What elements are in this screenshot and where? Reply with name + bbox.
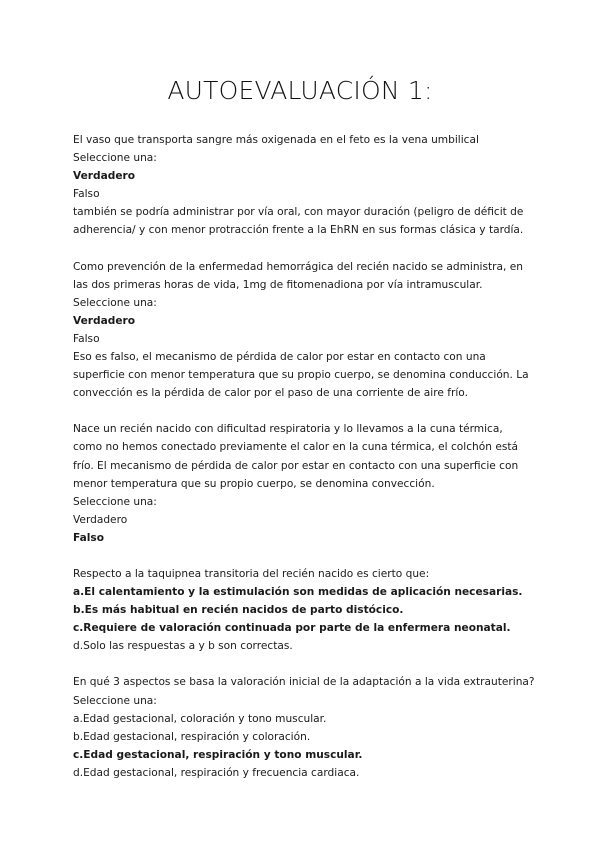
question-3-option-false: Falso bbox=[73, 531, 104, 544]
question-5-option-a: a.Edad gestacional, coloración y tono muscular. bbox=[73, 712, 327, 725]
question-3 bbox=[73, 420, 533, 547]
question-1-explanation: también se podría administrar por vía oral, con mayor duración (peligro de déficit de adherencia/ y con menor protracción frente a la EhRN en sus formas clásica y tardía. bbox=[73, 206, 524, 237]
document-body bbox=[73, 131, 533, 800]
question-5 bbox=[73, 673, 533, 782]
page-title: AUTOEVALUACIÓN 1: bbox=[167, 76, 433, 105]
question-2-text: Como prevención de la enfermedad hemorrágica del recién nacido se administra, en las dos primeras horas de vida, 1mg de fitomenadiona por vía intramuscular. bbox=[73, 260, 523, 291]
question-5-option-d: d.Edad gestacional, respiración y frecuencia cardiaca. bbox=[73, 766, 360, 779]
question-1-text: El vaso que transporta sangre más oxigenada en el feto es la vena umbilical bbox=[73, 134, 479, 146]
question-4-text: Respecto a la taquipnea transitoria del recién nacido es cierto que: bbox=[73, 567, 430, 580]
question-3-option-true: Verdadero bbox=[73, 513, 128, 526]
question-1 bbox=[73, 131, 533, 240]
question-4-option-b: b.Es más habitual en recién nacidos de parto distócico. bbox=[73, 604, 404, 617]
question-5-option-c: c.Edad gestacional, respiración y tono muscular. bbox=[73, 748, 363, 761]
question-1-option-true: Verdadero bbox=[73, 170, 136, 183]
question-4-option-d: d.Solo las respuestas a y b son correctas. bbox=[73, 640, 293, 653]
question-5-prompt: Seleccione una: bbox=[73, 694, 157, 707]
question-4 bbox=[73, 565, 533, 655]
question-2-explanation: Eso es falso, el mecanismo de pérdida de calor por estar en contacto con una superficie con menor temperatura que su propio cuerpo, se denomina conducción. La convección es la pérdida de calor por el paso de una corriente de aire frío. bbox=[73, 351, 529, 400]
question-2-option-false: Falso bbox=[73, 332, 100, 345]
question-4-option-c: c.Requiere de valoración continuada por parte de la enfermera neonatal. bbox=[73, 622, 511, 635]
question-3-text: Nace un recién nacido con dificultad respiratoria y lo llevamos a la cuna térmica, como no hemos conectado previamente el calor en la cuna térmica, el colchón está frío. El mecanismo de pérdida de calor por estar en contacto con una superficie con menor temperatura que su propio cuerpo, se denomina convección. bbox=[73, 423, 519, 490]
question-1-prompt: Seleccione una: bbox=[73, 152, 157, 165]
question-5-text: En qué 3 aspectos se basa la valoración inicial de la adaptación a la vida extrauterina? bbox=[73, 676, 535, 689]
question-1-option-false: Falso bbox=[73, 188, 100, 201]
question-5-option-b: b.Edad gestacional, respiración y coloración. bbox=[73, 730, 311, 743]
question-2-prompt: Seleccione una: bbox=[73, 296, 157, 309]
question-3-prompt: Seleccione una: bbox=[73, 495, 157, 508]
question-4-option-a: a.El calentamiento y la estimulación son medidas de aplicación necesarias. bbox=[73, 586, 523, 599]
question-2-option-true: Verdadero bbox=[73, 314, 136, 327]
question-2 bbox=[73, 258, 533, 403]
